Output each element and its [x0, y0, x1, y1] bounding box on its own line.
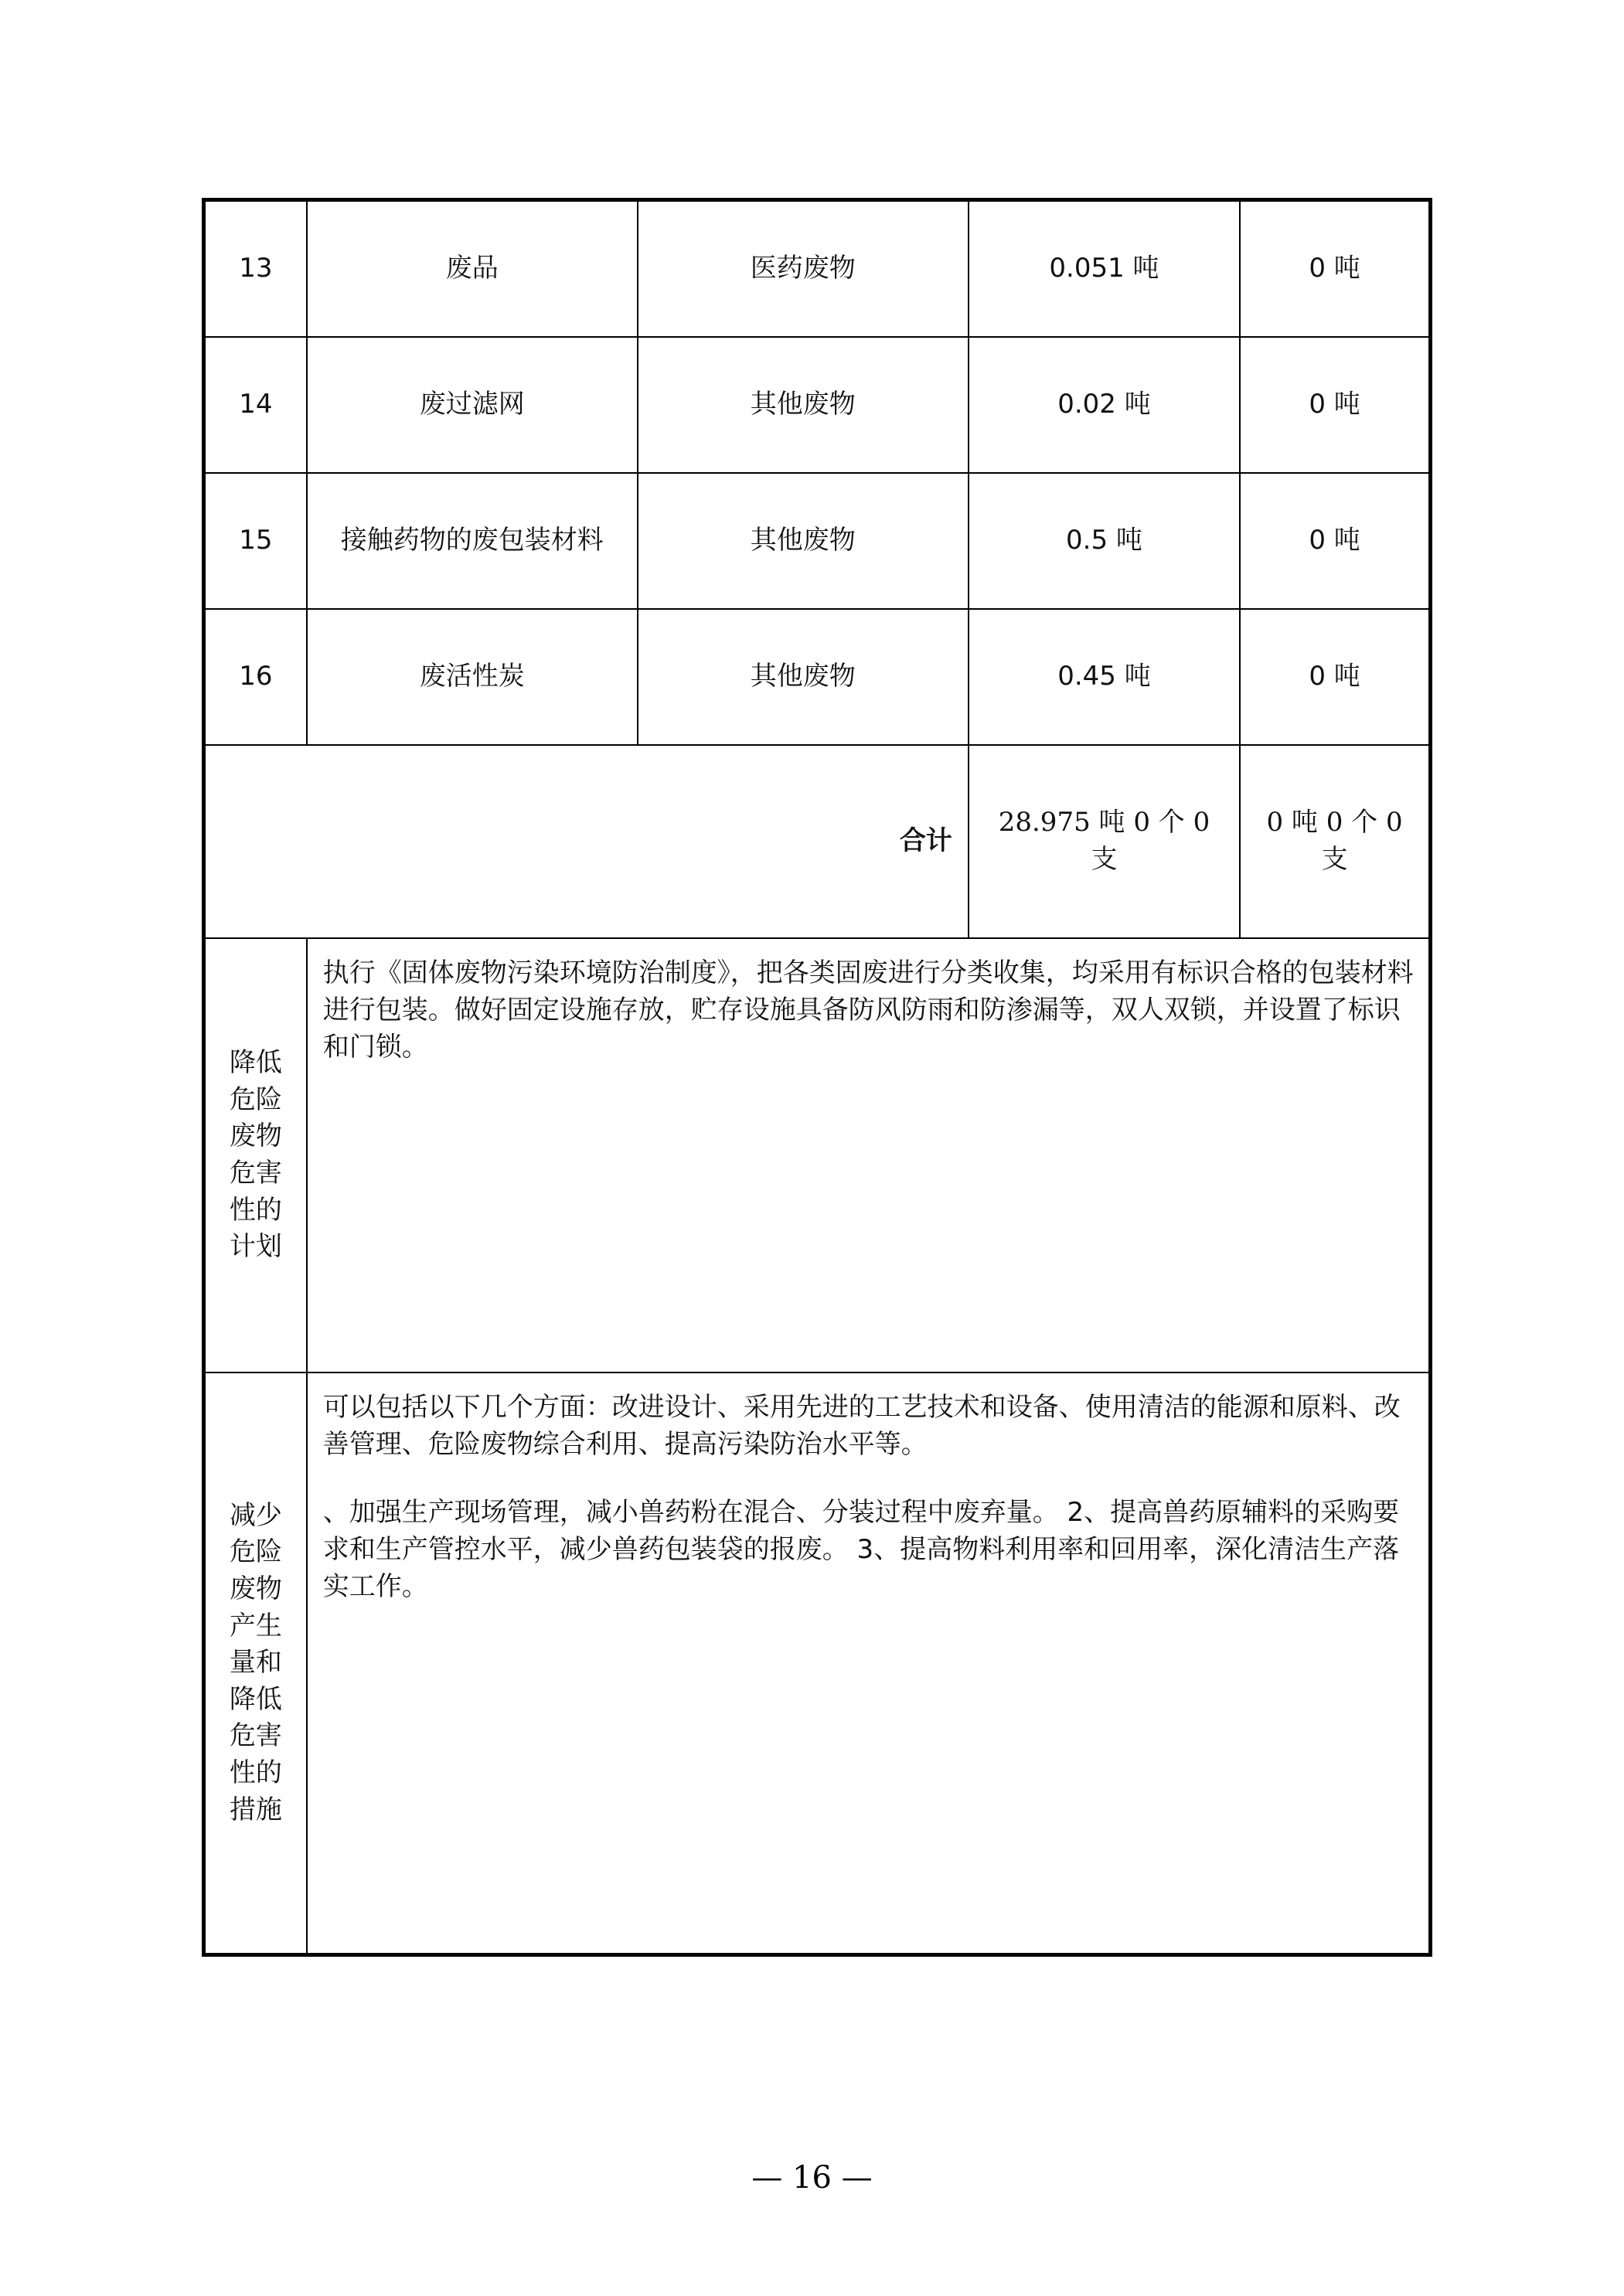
measures-intro-text: 可以包括以下几个方面：改进设计、采用先进的工艺技术和设备、使用清洁的能源和原料、改善管理、危险废物综合利用、提高污染防治水平等。 [322, 1392, 1401, 1460]
waste-name: 废活性炭 [307, 609, 638, 745]
waste-other-amount: 0 吨 [1240, 609, 1430, 745]
measures-content-cell [307, 1372, 1431, 1955]
row-number: 15 [204, 473, 307, 609]
waste-other-amount: 0 吨 [1240, 337, 1430, 473]
total-amount: 28.975 吨 0 个 0 支 [969, 745, 1240, 938]
waste-name: 废品 [307, 200, 638, 338]
total-row [204, 745, 1431, 938]
row-number: 13 [204, 200, 307, 338]
plan-label: 降低危险废物危害性的计划 [229, 1047, 282, 1263]
waste-name: 废过滤网 [307, 337, 638, 473]
waste-category: 其他废物 [638, 609, 969, 745]
measures-label: 减少危险废物产生量和降低危害性的措施 [229, 1499, 282, 1825]
waste-name: 接触药物的废包装材料 [307, 473, 638, 609]
plan-row [204, 938, 1431, 1372]
measures-label-cell [204, 1372, 307, 1955]
measures-row [204, 1372, 1431, 1955]
waste-category: 其他废物 [638, 337, 969, 473]
waste-amount: 0.5 吨 [969, 473, 1240, 609]
waste-amount: 0.45 吨 [969, 609, 1240, 745]
plan-text: 执行《固体废物污染环境防治制度》，把各类固废进行分类收集，均采用有标识合格的包装材料进行包装。做好固定设施存放，贮存设施具备防风防雨和防渗漏等，双人双锁，并设置了标识和门锁。 [322, 958, 1414, 1063]
row-number: 16 [204, 609, 307, 745]
waste-other-amount: 0 吨 [1240, 200, 1430, 338]
measures-detail-text: 、加强生产现场管理，减小兽药粉在混合、分装过程中废弃量。 2、提高兽药原辅料的采购要求和生产管控水平，减少兽药包装袋的报废。 3、提高物料利用率和回用率，深化清洁生产落实工作。 [322, 1497, 1400, 1602]
table-row [204, 337, 1431, 473]
table-row [204, 473, 1431, 609]
waste-category: 其他废物 [638, 473, 969, 609]
page-number: — 16 — [751, 2160, 873, 2196]
plan-label-cell [204, 938, 307, 1372]
waste-other-amount: 0 吨 [1240, 473, 1430, 609]
row-number: 14 [204, 337, 307, 473]
plan-content-cell [307, 938, 1431, 1372]
total-label: 合计 [204, 745, 969, 938]
waste-amount: 0.02 吨 [969, 337, 1240, 473]
table-row [204, 609, 1431, 745]
waste-category: 医药废物 [638, 200, 969, 338]
waste-amount: 0.051 吨 [969, 200, 1240, 338]
waste-table [202, 198, 1432, 1957]
total-other-amount: 0 吨 0 个 0 支 [1240, 745, 1430, 938]
table-row [204, 200, 1431, 338]
